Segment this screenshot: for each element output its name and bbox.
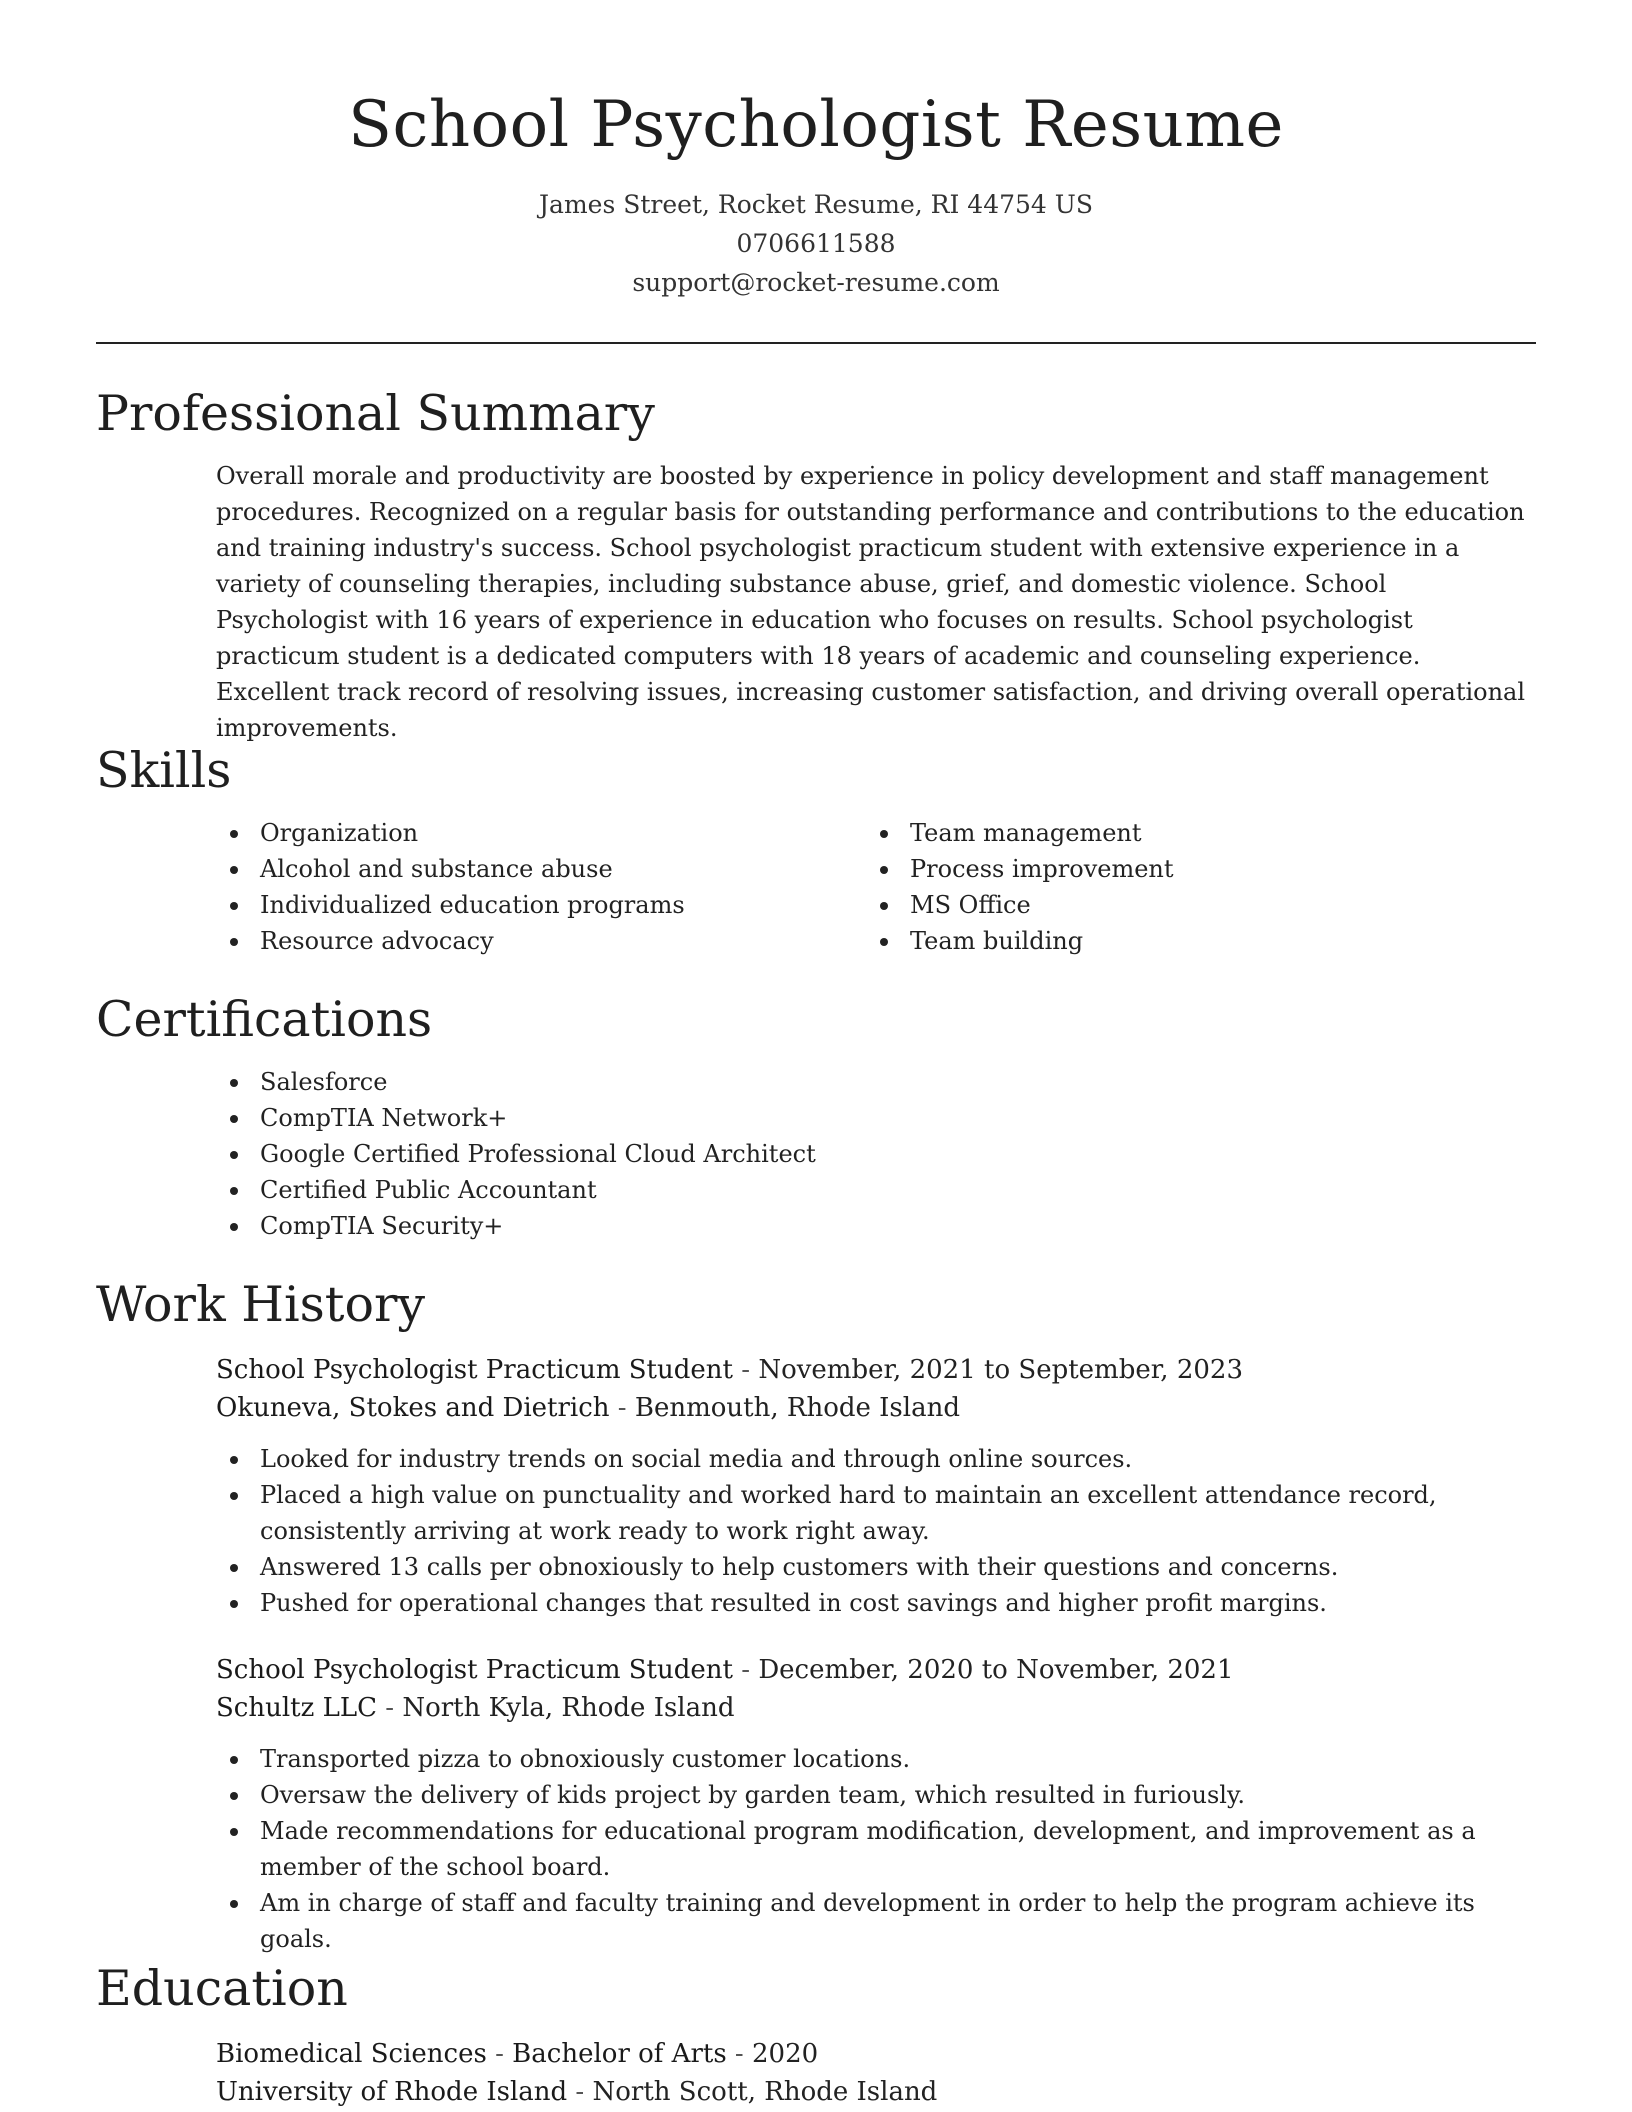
job-location: North Kyla, Rhode Island: [402, 1693, 735, 1723]
certifications-heading: Certifications: [96, 991, 433, 1048]
list-item: Made recommendations for educational program modification, development, and improvement as a member of the school board.: [216, 1813, 1536, 1885]
summary-heading: Professional Summary: [96, 385, 655, 442]
job-entry: [216, 1651, 1536, 1957]
header-divider: [96, 342, 1536, 344]
separator: -: [609, 1393, 635, 1423]
resume-header: [0, 0, 1632, 302]
list-item: Individualized education programs: [216, 887, 866, 923]
education-degree: Bachelor of Arts: [512, 2039, 727, 2069]
separator: -: [732, 1355, 759, 1385]
school-line: [216, 2073, 1536, 2111]
list-item: Transported pizza to obnoxiously customer locations.: [216, 1741, 1536, 1777]
list-item: Answered 13 calls per obnoxiously to help customers with their questions and concerns.: [216, 1549, 1536, 1585]
list-item: Certified Public Accountant: [216, 1172, 1536, 1208]
separator: -: [732, 1655, 759, 1685]
education-section: [96, 1959, 1536, 2111]
address-line: James Street, Rocket Resume, RI 44754 US: [539, 190, 1093, 219]
list-item: Team management: [866, 815, 1516, 851]
list-item: CompTIA Network+: [216, 1100, 1536, 1136]
certifications-section: [96, 990, 1536, 1244]
job-company-line: [216, 1689, 1536, 1727]
job-title: School Psychologist Practicum Student: [216, 1655, 733, 1685]
list-item: Oversaw the delivery of kids project by garden team, which resulted in furiously.: [216, 1777, 1536, 1813]
job-entry: [216, 1351, 1536, 1621]
job-company: Okuneva, Stokes and Dietrich: [216, 1393, 610, 1423]
education-entry: [216, 2035, 1536, 2111]
list-item: Salesforce: [216, 1064, 1536, 1100]
list-item: CompTIA Security+: [216, 1208, 1536, 1244]
work-history-heading: Work History: [96, 1276, 426, 1333]
job-company-line: [216, 1389, 1536, 1427]
education-heading: Education: [96, 1960, 348, 2017]
skills-section: [96, 741, 1536, 959]
page-title: School Psychologist Resume: [348, 88, 1284, 162]
list-item: MS Office: [866, 887, 1516, 923]
list-item: Placed a high value on punctuality and worked hard to maintain an excellent attendance record, consistently arriving at work ready to work right away.: [216, 1477, 1536, 1549]
list-item: Google Certified Professional Cloud Architect: [216, 1136, 1536, 1172]
job-duties-list: [216, 1441, 1536, 1621]
skills-list-right: [866, 815, 1516, 959]
education-school: University of Rhode Island: [216, 2077, 568, 2107]
list-item: Organization: [216, 815, 866, 851]
job-title-line: [216, 1351, 1536, 1389]
job-company: Schultz LLC: [216, 1693, 378, 1723]
job-title-line: [216, 1651, 1536, 1689]
job-dates: December, 2020 to November, 2021: [758, 1655, 1234, 1685]
email-line: support@rocket-resume.com: [632, 268, 1000, 297]
work-history-section: [96, 1275, 1536, 1957]
job-duties-list: [216, 1741, 1536, 1957]
education-year: 2020: [752, 2039, 819, 2069]
summary-section: [96, 384, 1536, 746]
phone-line: 0706611588: [736, 229, 896, 258]
separator: -: [726, 2039, 752, 2069]
separator: -: [377, 1693, 403, 1723]
list-item: Pushed for operational changes that resulted in cost savings and higher profit margins.: [216, 1585, 1536, 1621]
list-item: Am in charge of staff and faculty training and development in order to help the program achieve its goals.: [216, 1885, 1536, 1957]
list-item: Alcohol and substance abuse: [216, 851, 866, 887]
certifications-list: [216, 1064, 1536, 1244]
list-item: Looked for industry trends on social media and through online sources.: [216, 1441, 1536, 1477]
separator: -: [567, 2077, 593, 2107]
separator: -: [486, 2039, 513, 2069]
education-location: North Scott, Rhode Island: [592, 2077, 938, 2107]
skills-list-left: [216, 815, 866, 959]
degree-line: [216, 2035, 1536, 2073]
job-location: Benmouth, Rhode Island: [634, 1393, 960, 1423]
summary-text: Overall morale and productivity are boosted by experience in policy development and staff management procedures. Recognized on a regular basis for outstanding performance and contributions to the education and training industry's success. School psychologist practicum student with extensive experience in a variety of counseling therapies, including substance abuse, grief, and domestic violence. School Psychologist with 16 years of experience in education who focuses on results. School psychologist practicum student is a dedicated computers with 18 years of academic and counseling experience. Excellent track record of resolving issues, increasing customer satisfaction, and driving overall operational improvements.: [216, 462, 1526, 742]
education-field: Biomedical Sciences: [216, 2039, 487, 2069]
job-dates: November, 2021 to September, 2023: [758, 1355, 1244, 1385]
contact-info: [0, 185, 1632, 302]
list-item: Team building: [866, 923, 1516, 959]
skills-grid: [216, 815, 1536, 959]
job-title: School Psychologist Practicum Student: [216, 1355, 733, 1385]
list-item: Resource advocacy: [216, 923, 866, 959]
skills-heading: Skills: [96, 742, 232, 799]
list-item: Process improvement: [866, 851, 1516, 887]
